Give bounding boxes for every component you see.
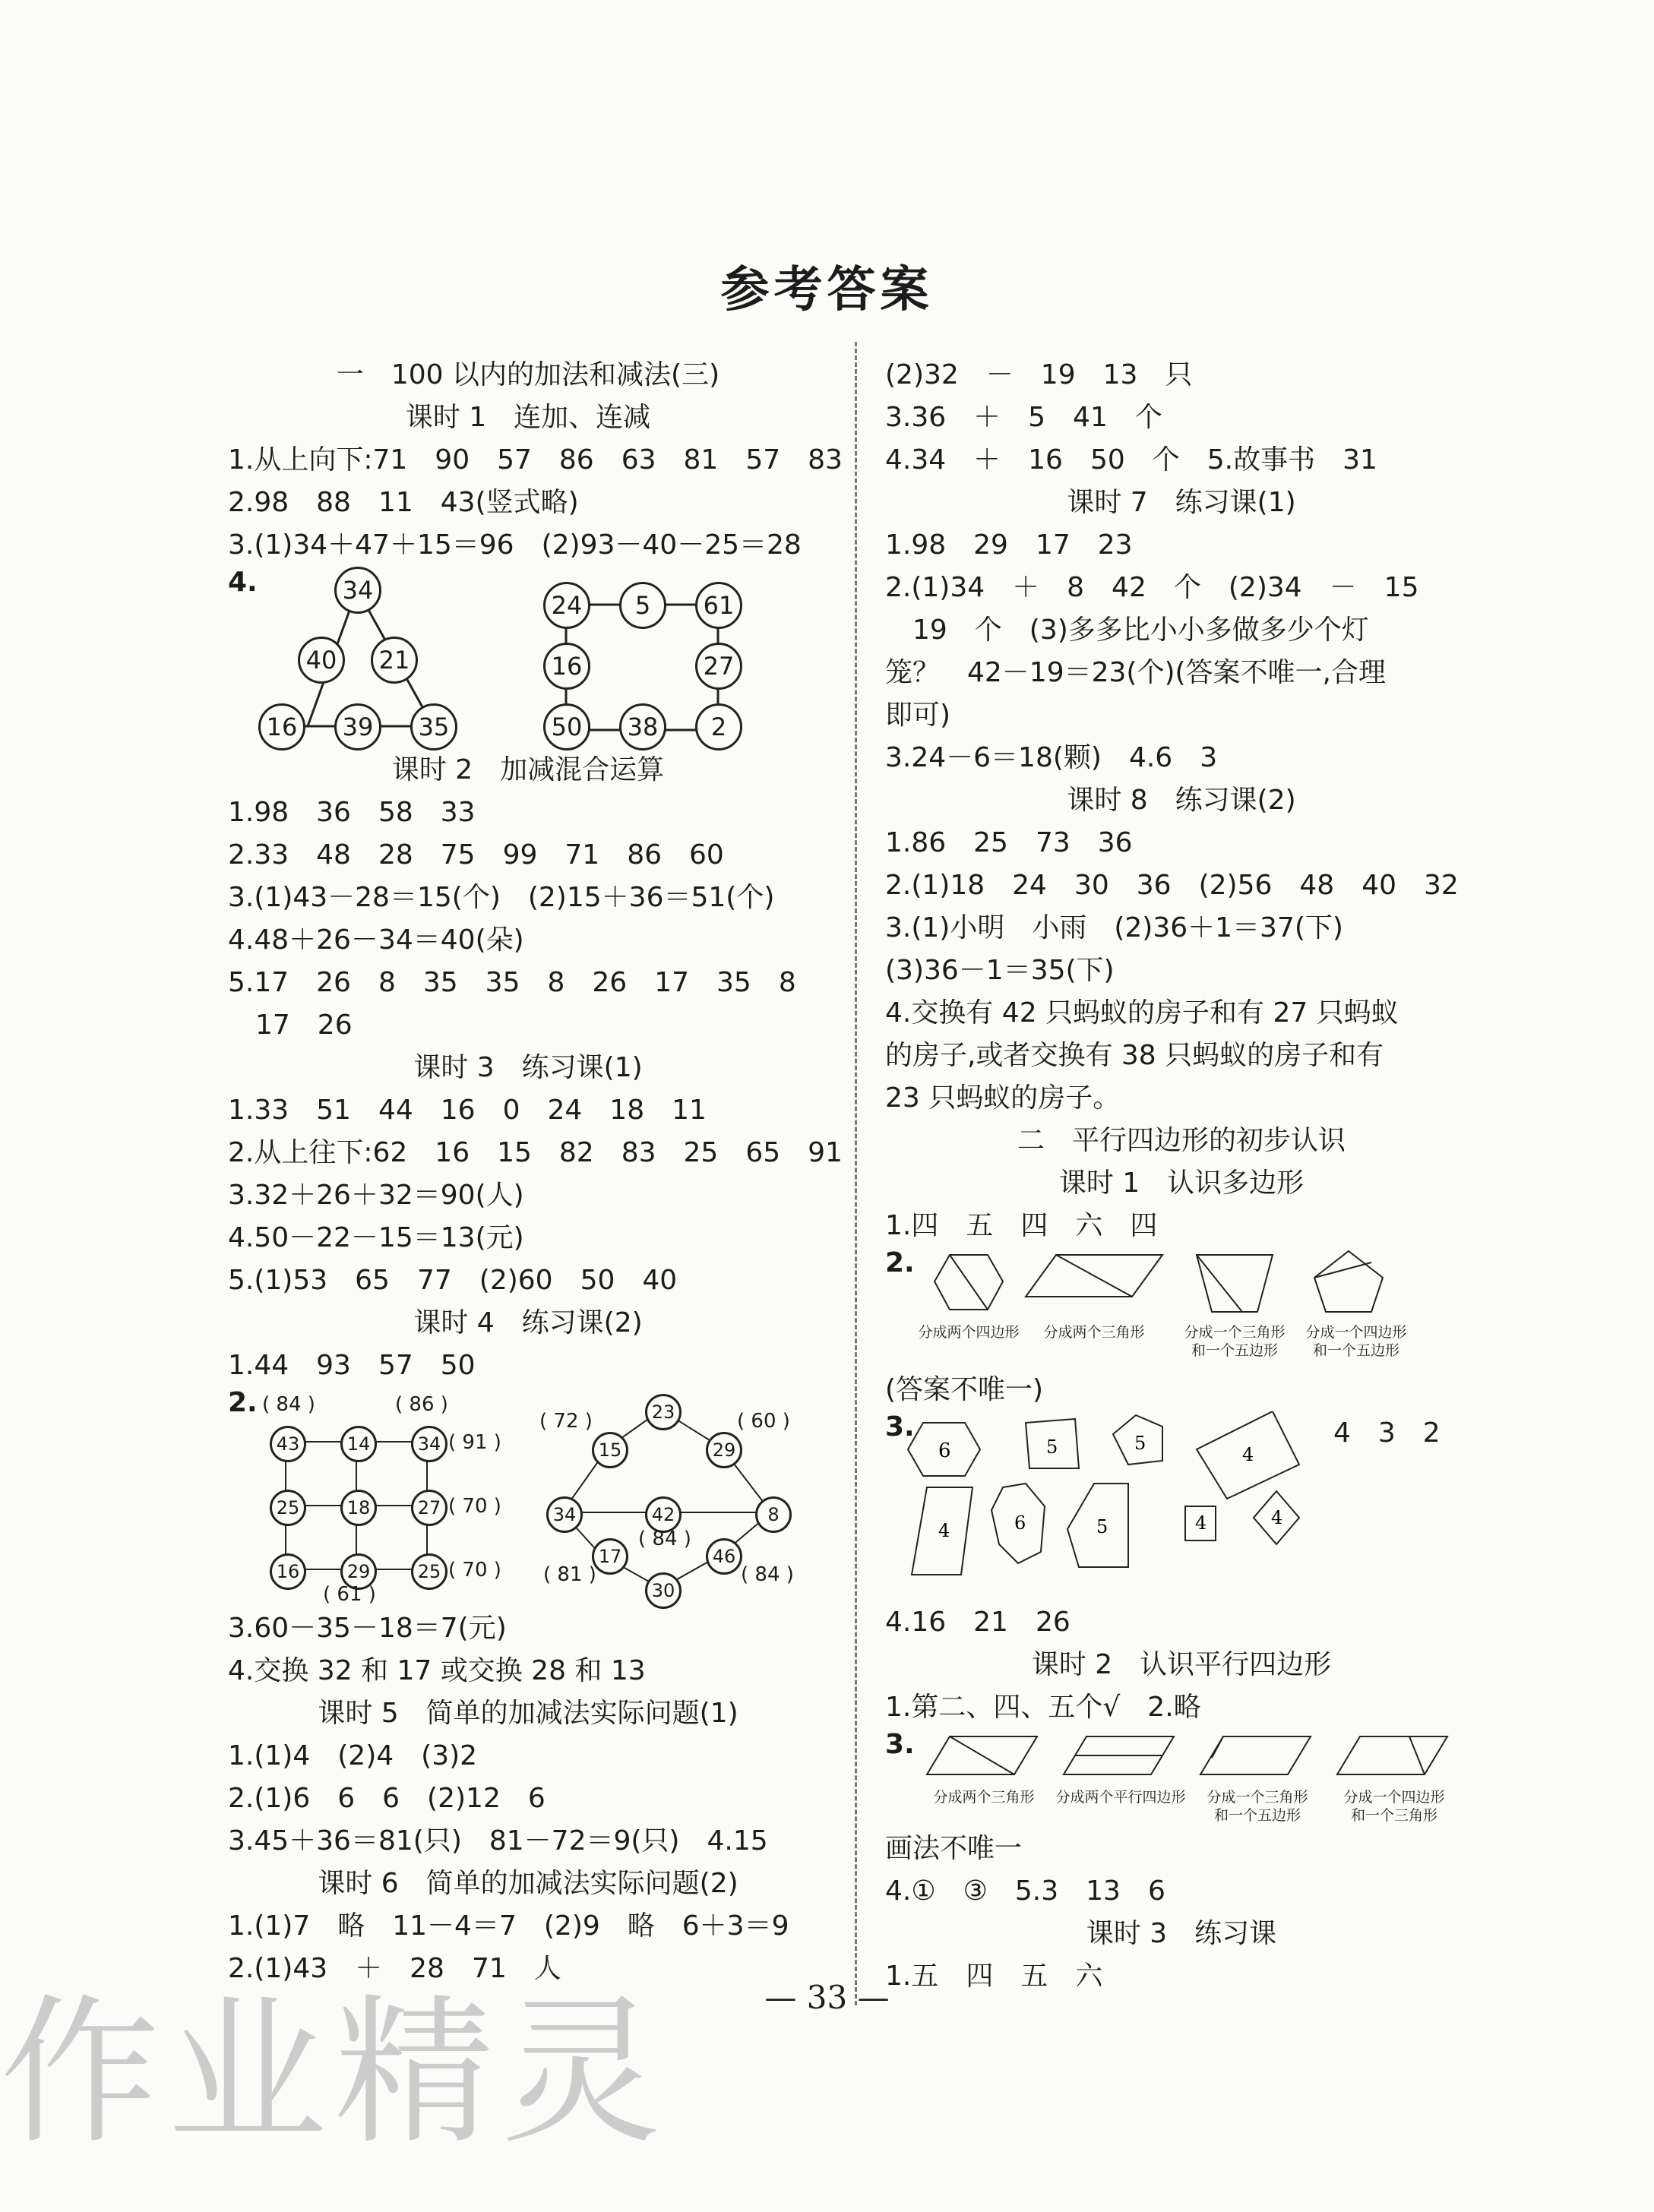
circle-node: 46 xyxy=(706,1538,742,1575)
circle-node: 16 xyxy=(258,703,305,750)
circle-node: 39 xyxy=(334,703,381,750)
sum-label: ( 91 ) xyxy=(448,1431,501,1454)
answer-line: (2)32 － 19 13 只 xyxy=(885,359,1193,390)
answer-line: 4.① ③ 5.3 13 6 xyxy=(885,1875,1165,1907)
answer-line: 画法不唯一 xyxy=(885,1833,1023,1864)
answer-line: 4.34 ＋ 16 50 个 5.故事书 31 xyxy=(885,444,1377,476)
answer-line: 17 26 xyxy=(228,1010,353,1041)
answer-line: 2.(1)6 6 6 (2)12 6 xyxy=(228,1783,546,1814)
question-number: 2. xyxy=(228,1387,258,1418)
answer-line: 3.32＋26＋32＝90(人) xyxy=(228,1180,524,1211)
answer-line: 4.50－22－15＝13(元) xyxy=(228,1222,524,1253)
answer-line: 2.33 48 28 75 99 71 86 60 xyxy=(228,839,724,871)
answer-line: 5.(1)53 65 77 (2)60 50 40 xyxy=(228,1265,678,1296)
circle-node: 29 xyxy=(706,1432,742,1468)
circle-node: 2 xyxy=(695,703,742,750)
sum-label: ( 60 ) xyxy=(737,1410,790,1433)
figure-caption: 分成一个四边形 和一个三角形 xyxy=(1343,1789,1445,1824)
question-number: 3. xyxy=(885,1411,915,1443)
unit-heading: 一 100 以内的加法和减法(三) xyxy=(336,359,720,390)
polygon-shapes xyxy=(885,1411,1311,1601)
figure-caption: 分成两个三角形 xyxy=(1043,1324,1145,1341)
answer-line: 4.交换有 42 只蚂蚁的房子和有 27 只蚂蚁 xyxy=(885,997,1399,1029)
circle-node: 42 xyxy=(645,1496,682,1533)
lesson-heading: 课时 2 加减混合运算 xyxy=(391,754,665,785)
shape-number: 6 xyxy=(1014,1512,1026,1534)
circle-node: 34 xyxy=(546,1496,583,1533)
figure-caption: 分成一个三角形 和一个五边形 xyxy=(1184,1324,1286,1359)
answer-line: 1.44 93 57 50 xyxy=(228,1350,476,1381)
answer-line: 2.从上往下:62 16 15 82 83 25 65 91 xyxy=(228,1137,843,1168)
polygon-shapes xyxy=(885,1247,1478,1331)
answer-line: 1.四 五 四 六 四 xyxy=(885,1210,1158,1241)
lesson-heading: 课时 2 认识平行四边形 xyxy=(1031,1649,1332,1680)
circle-node: 27 xyxy=(411,1490,447,1526)
answer-line: 5.17 26 8 35 35 8 26 17 35 8 xyxy=(228,967,796,998)
circle-node: 16 xyxy=(270,1553,306,1590)
answer-line: 笼？ 42－19＝23(个)(答案不唯一,合理 xyxy=(885,657,1387,688)
circle-node: 14 xyxy=(340,1426,377,1462)
answer-line: 2.(1)43 ＋ 28 71 人 xyxy=(228,1953,561,1984)
parallelogram-division-figure xyxy=(885,1729,1478,1828)
answer-line: 3.36 ＋ 5 41 个 xyxy=(885,402,1162,433)
answer-values: 4 3 2 xyxy=(1333,1417,1441,1449)
answer-line: 的房子,或者交换有 38 只蚂蚁的房子和有 xyxy=(885,1040,1384,1071)
answer-line: 3.(1)小明 小雨 (2)36＋1＝37(下) xyxy=(885,912,1343,943)
circle-node: 23 xyxy=(645,1394,682,1430)
lesson-heading: 课时 5 简单的加减法实际问题(1) xyxy=(318,1698,738,1729)
circle-node: 25 xyxy=(411,1553,447,1590)
shape-number: 5 xyxy=(1134,1433,1146,1454)
answer-line: 1.86 25 73 36 xyxy=(885,827,1133,858)
answer-line: 1.33 51 44 16 0 24 18 11 xyxy=(228,1095,707,1126)
sum-label: ( 70 ) xyxy=(448,1495,501,1518)
shape-number: 5 xyxy=(1096,1516,1108,1537)
circle-node: 5 xyxy=(619,582,666,629)
circle-node: 43 xyxy=(270,1426,306,1462)
answer-line: 3.45＋36＝81(只) 81－72＝9(只) 4.15 xyxy=(228,1825,768,1856)
circle-node: 35 xyxy=(410,703,457,750)
answer-line: 3.24－6＝18(颗) 4.6 3 xyxy=(885,742,1218,773)
answer-line: 4.48＋26－34＝40(朵) xyxy=(228,924,524,956)
shape-number: 4 xyxy=(1195,1512,1207,1534)
circle-node: 18 xyxy=(340,1490,377,1526)
sum-label: ( 61 ) xyxy=(323,1583,376,1606)
answer-line: 4.16 21 26 xyxy=(885,1607,1071,1638)
question-number: 2. xyxy=(885,1247,915,1278)
lesson-heading: 课时 1 认识多边形 xyxy=(1058,1168,1305,1199)
unit-heading: 二 平行四边形的初步认识 xyxy=(1017,1125,1346,1156)
lesson-heading: 课时 7 练习课(1) xyxy=(1067,487,1296,518)
sum-label: ( 70 ) xyxy=(448,1559,501,1582)
answer-line: 1.98 29 17 23 xyxy=(885,529,1133,561)
circle-node: 30 xyxy=(645,1572,682,1609)
answer-line: 19 个 (3)多多比小小多做多少个灯 xyxy=(885,615,1369,646)
circle-node: 8 xyxy=(755,1496,792,1533)
lesson-heading: 课时 1 连加、连减 xyxy=(405,402,651,433)
shape-number: 5 xyxy=(1046,1436,1058,1458)
circle-node: 34 xyxy=(334,567,381,614)
answer-line: 即可) xyxy=(885,700,951,731)
shape-number: 4 xyxy=(1242,1444,1254,1465)
shape-number: 4 xyxy=(938,1520,950,1541)
right-column xyxy=(885,354,1478,1998)
circle-node: 29 xyxy=(340,1553,377,1590)
shape-number: 4 xyxy=(1271,1507,1283,1528)
circle-node: 21 xyxy=(371,637,418,684)
watermark-text: 作业精灵 xyxy=(0,1980,669,2166)
figure-caption: 分成两个四边形 xyxy=(918,1324,1020,1341)
answer-line: 1.从上向下:71 90 57 86 63 81 57 83 xyxy=(228,444,843,476)
sum-label: ( 84 ) xyxy=(262,1393,315,1416)
lesson-heading: 课时 6 简单的加减法实际问题(2) xyxy=(318,1868,738,1899)
circle-node: 38 xyxy=(619,703,666,750)
answer-line: 2.98 88 11 43(竖式略) xyxy=(228,487,579,518)
sum-label: ( 84 ) xyxy=(638,1528,691,1550)
left-column xyxy=(228,354,843,1990)
answer-line: (答案不唯一) xyxy=(885,1374,1044,1405)
parallelogram-shapes xyxy=(885,1729,1478,1790)
answer-line: 1.第二、四、五个√ 2.略 xyxy=(885,1692,1201,1723)
circle-puzzle-figure xyxy=(228,567,828,749)
sum-label: ( 86 ) xyxy=(395,1393,448,1416)
polygon-division-figure xyxy=(885,1247,1478,1369)
figure-caption: 分成两个三角形 xyxy=(933,1789,1035,1806)
figure-caption: 分成两个平行四边形 xyxy=(1055,1789,1186,1806)
polygon-count-figure xyxy=(885,1411,1478,1601)
answer-line: 23 只蚂蚁的房子。 xyxy=(885,1082,1121,1114)
figure-caption: 分成一个四边形 和一个五边形 xyxy=(1305,1324,1407,1359)
lesson-heading: 课时 4 练习课(2) xyxy=(413,1307,643,1338)
answer-line: 2.(1)18 24 30 36 (2)56 48 40 32 xyxy=(885,870,1459,901)
figure-caption: 分成一个三角形 和一个五边形 xyxy=(1207,1789,1308,1824)
circle-node: 40 xyxy=(298,637,345,684)
lesson-heading: 课时 3 练习课 xyxy=(1086,1918,1277,1949)
answer-line: 3.60－35－18＝7(元) xyxy=(228,1613,507,1644)
circle-node: 27 xyxy=(695,643,742,690)
column-divider xyxy=(855,342,857,2005)
circle-node: 25 xyxy=(270,1490,306,1526)
answer-line: 1.(1)7 略 11－4＝7 (2)9 略 6＋3＝9 xyxy=(228,1910,789,1942)
sum-label: ( 81 ) xyxy=(543,1563,596,1586)
question-number: 3. xyxy=(885,1729,915,1760)
lesson-heading: 课时 3 练习课(1) xyxy=(413,1052,643,1083)
circle-node: 50 xyxy=(543,703,590,750)
circle-node: 24 xyxy=(543,582,590,629)
answer-line: 1.98 36 58 33 xyxy=(228,797,476,828)
page-number: — 33 — xyxy=(764,1979,890,2016)
answer-line: 1.五 四 五 六 xyxy=(885,1961,1103,1992)
answer-line: (3)36－1＝35(下) xyxy=(885,955,1115,986)
answer-line: 3.(1)43－28＝15(个) (2)15＋36＝51(个) xyxy=(228,882,775,913)
circle-node: 15 xyxy=(592,1432,628,1468)
sum-label: ( 72 ) xyxy=(539,1410,593,1433)
circle-node: 34 xyxy=(411,1426,447,1462)
answer-line: 4.交换 32 和 17 或交换 28 和 13 xyxy=(228,1655,646,1686)
answer-line: 3.(1)34＋47＋15＝96 (2)93－40－25＝28 xyxy=(228,529,802,561)
shape-number: 6 xyxy=(938,1439,951,1462)
circle-node: 16 xyxy=(543,643,590,690)
question-number: 4. xyxy=(228,567,258,598)
number-network-figure xyxy=(228,1387,828,1607)
sum-label: ( 84 ) xyxy=(741,1563,794,1586)
circle-node: 17 xyxy=(592,1538,628,1575)
lesson-heading: 课时 8 练习课(2) xyxy=(1067,785,1296,816)
page-title: 参考答案 xyxy=(720,262,934,318)
answer-line: 1.(1)4 (2)4 (3)2 xyxy=(228,1740,478,1771)
circle-node: 61 xyxy=(695,582,742,629)
answer-line: 2.(1)34 ＋ 8 42 个 (2)34 － 15 xyxy=(885,572,1419,603)
